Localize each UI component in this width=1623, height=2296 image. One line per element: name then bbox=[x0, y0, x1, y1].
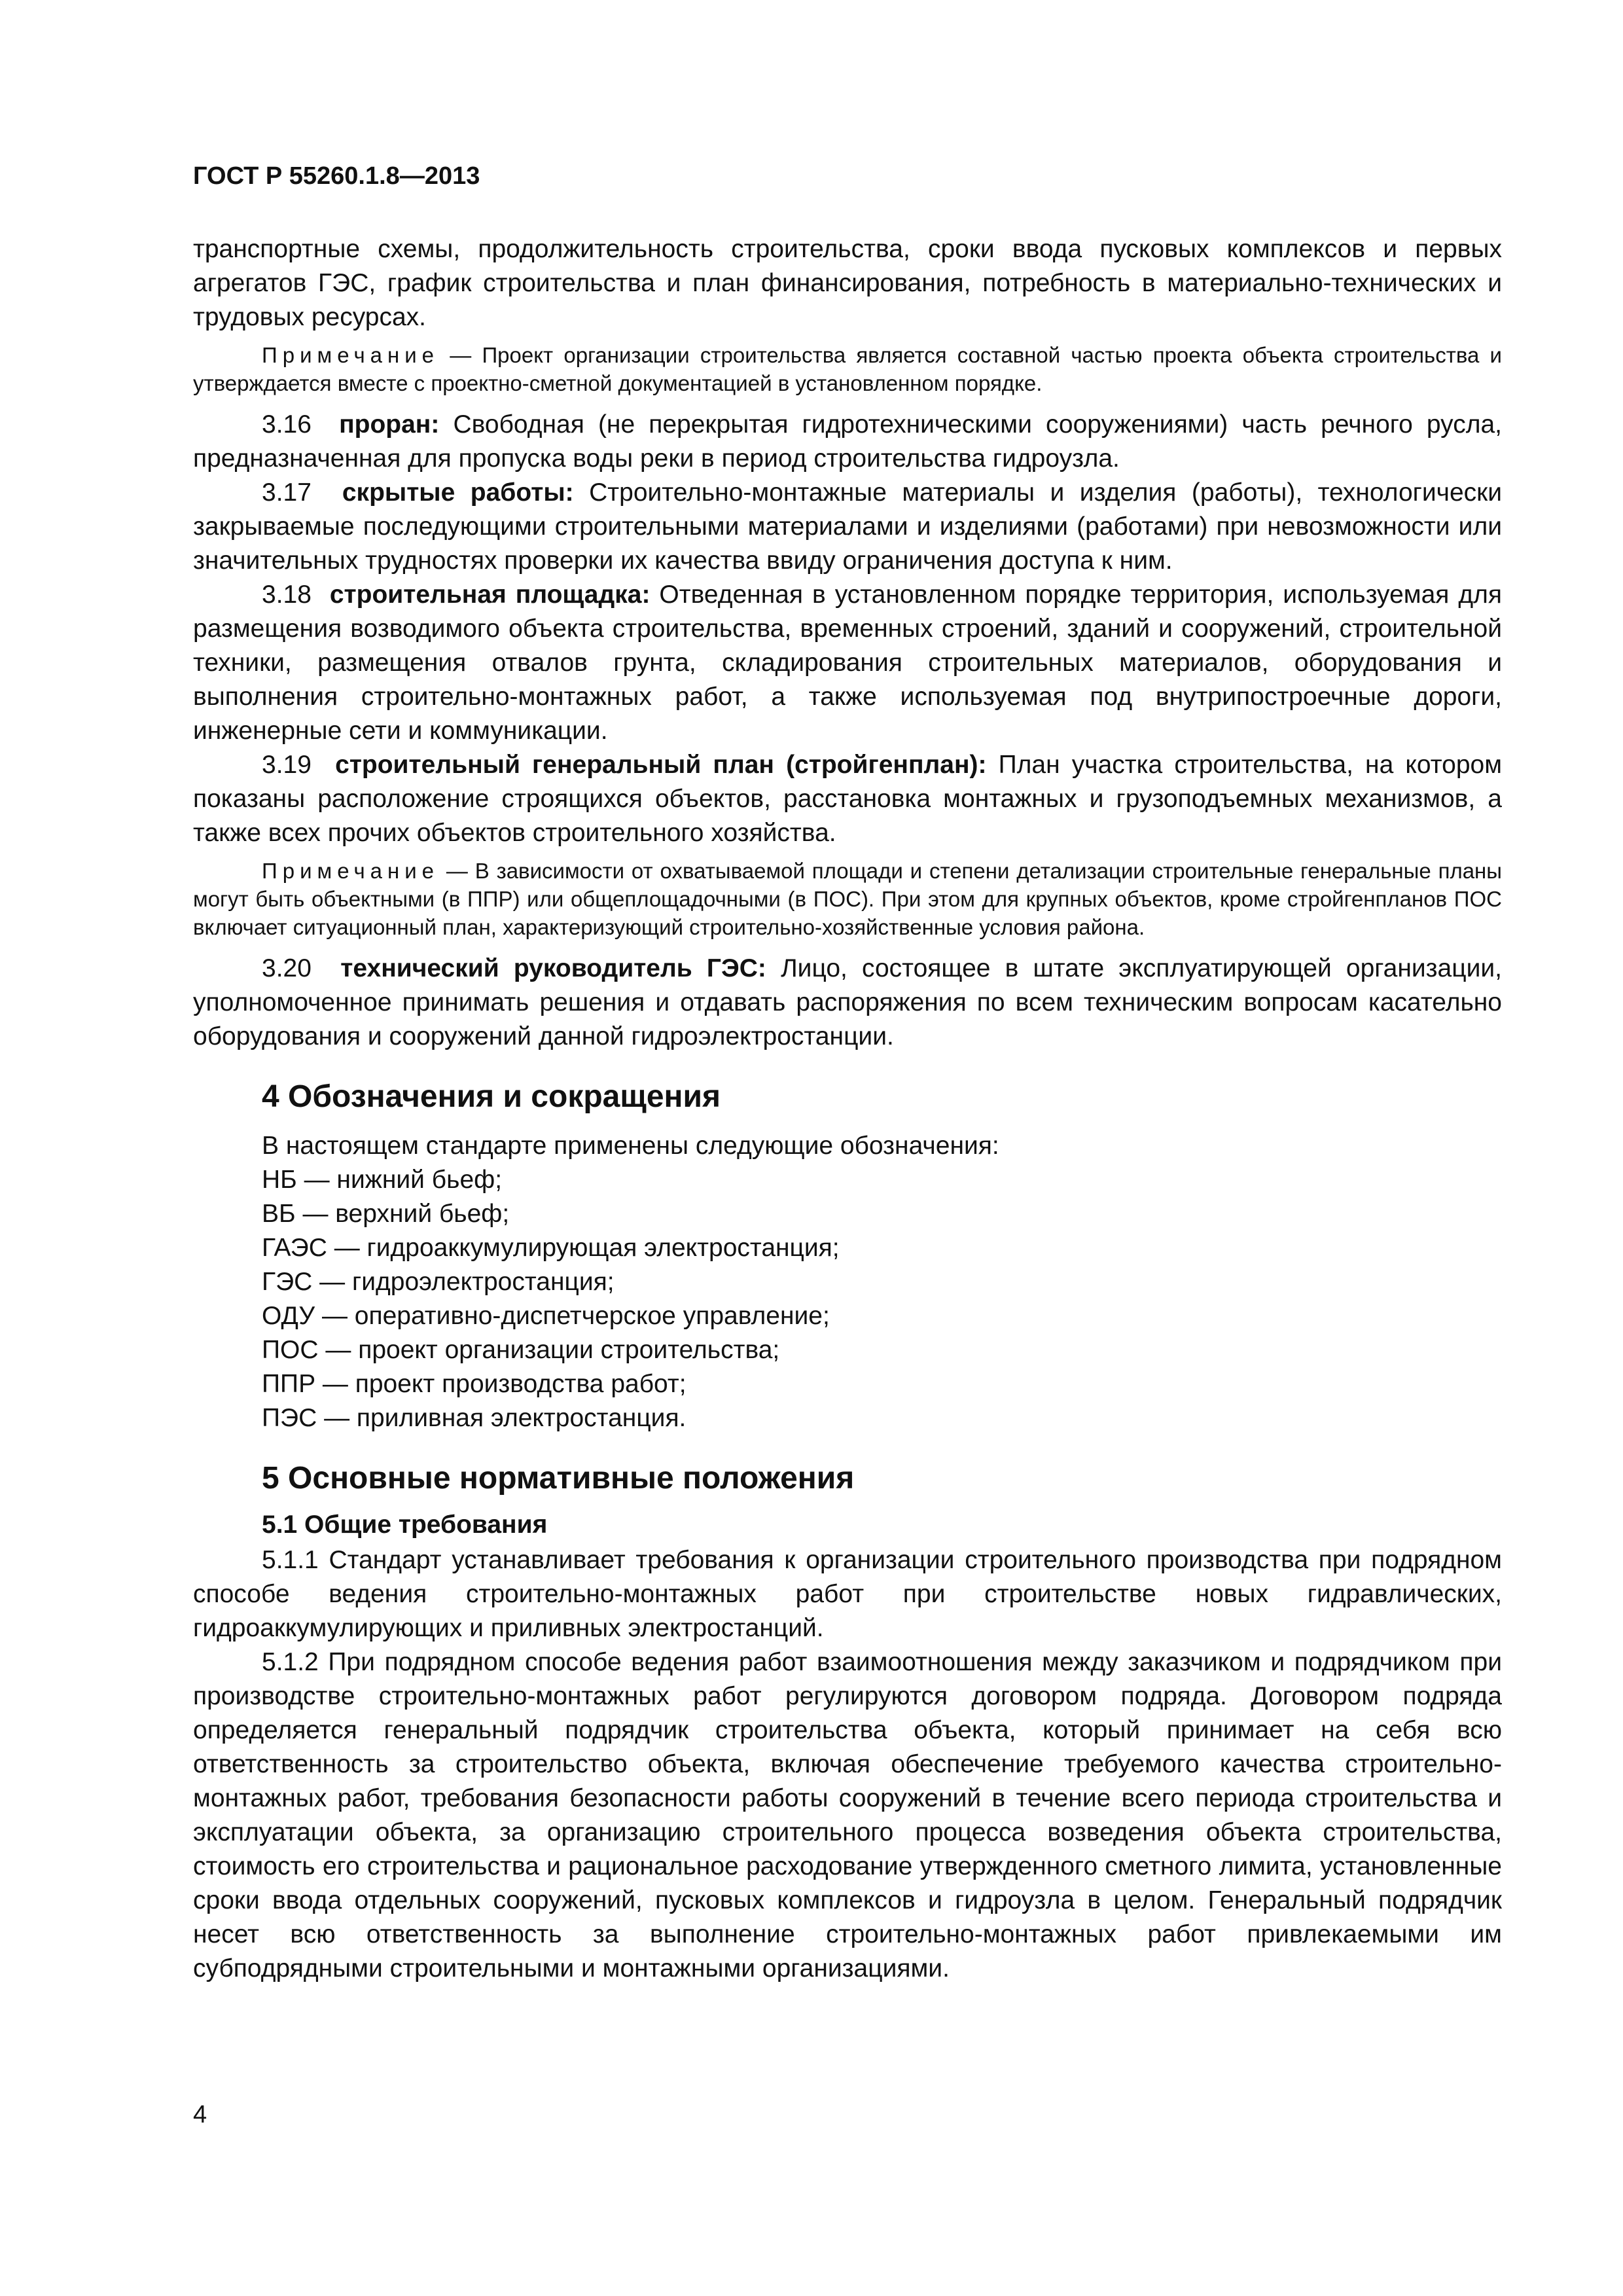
note-1 bbox=[193, 341, 1502, 397]
definition-term: строительный генеральный план (стройгенплан): bbox=[335, 751, 987, 779]
list-item: ПЭС — приливная электростанция. bbox=[262, 1404, 687, 1432]
section-4-title: 4 Обозначения и сокращения bbox=[262, 1079, 721, 1114]
definition-3-17 bbox=[193, 476, 1502, 578]
definition-term: технический руководитель ГЭС: bbox=[340, 954, 766, 982]
definition-term: строительная площадка: bbox=[329, 581, 651, 609]
definition-text: План участка строительства, на котором показаны расположение строящихся объектов, расстановка монтажных и грузоподъемных механизмов, а также всех прочих объектов строительного хозяйства. bbox=[193, 751, 1503, 847]
definition-term: проран: bbox=[339, 410, 440, 439]
list-item: ГАЭС — гидроаккумулирующая электростанция; bbox=[262, 1234, 840, 1262]
document-header: ГОСТ Р 55260.1.8—2013 bbox=[193, 162, 480, 190]
list-item: ОДУ — оперативно-диспетчерское управление; bbox=[262, 1302, 830, 1330]
definition-text: Отведенная в установленном порядке территория, используемая для размещения возводимого объекта строительства, временных строений, зданий и сооружений, строительной техники, размещения отвалов грунта, складирования строительных материалов, оборудования и выполнения строительно-монтажных работ, а также используемая под внутрипостроечные дороги, инженерные сети и коммуникации. bbox=[193, 581, 1503, 745]
abbreviation-list bbox=[262, 1129, 1502, 1435]
note-2-label: Примечание bbox=[262, 859, 440, 883]
list-item: ВБ — верхний бьеф; bbox=[262, 1200, 510, 1228]
note-2 bbox=[193, 857, 1502, 941]
definition-3-20 bbox=[193, 952, 1502, 1054]
definition-text: Лицо, состоящее в штате эксплуатирующей организации, уполномоченное принимать решения и отдавать распоряжения по всем техническим вопросам касательно оборудования и сооружений данной гидроэлектростанции. bbox=[193, 954, 1502, 1050]
definition-3-18 bbox=[193, 578, 1502, 748]
definition-number: 3.20 bbox=[262, 954, 312, 982]
section-5-title: 5 Основные нормативные положения bbox=[262, 1461, 855, 1496]
definition-number: 3.16 bbox=[262, 410, 312, 439]
list-item: НБ — нижний бьеф; bbox=[262, 1166, 503, 1194]
definition-number: 3.17 bbox=[262, 478, 312, 507]
list-item: ПОС — проект организации строительства; bbox=[262, 1336, 780, 1364]
definition-3-16 bbox=[193, 408, 1502, 476]
definition-term: скрытые работы: bbox=[342, 478, 574, 507]
list-item: ППР — проект производства работ; bbox=[262, 1370, 687, 1398]
paragraph-5-1-1: 5.1.1 Стандарт устанавливает требования к организации строительного производства при подрядном способе ведения строительно-монтажных работ при строительстве новых гидравлических, гидроаккумулирующих и приливных электростанций. bbox=[193, 1546, 1502, 1642]
definition-3-19 bbox=[193, 748, 1502, 850]
definition-number: 3.18 bbox=[262, 581, 312, 609]
definition-text: Строительно-монтажные материалы и изделия (работы), технологически закрываемые последующими строительными материалами и изделиями (работами) при невозможности или значительных трудностях проверки их качества ввиду ограничения доступа к ним. bbox=[193, 478, 1503, 575]
definition-number: 3.19 bbox=[262, 751, 312, 779]
paragraph-5-1-2: 5.1.2 При подрядном способе ведения работ взаимоотношения между заказчиком и подрядчиком при производстве строительно-монтажных работ регулируются договором подряда. Договором подряда определяется генеральный подрядчик строительства объекта, который принимает на себя всю ответственность за строительство объекта, включая обеспечение требуемого качества строительно-монтажных работ, требования безопасности работы сооружений в течение всего периода строительства и эксплуатации объекта, за организацию строительного процесса возведения объекта строительства, стоимость его строительства и рациональное расходование утвержденного сметного лимита, установленные сроки ввода отдельных сооружений, пусковых комплексов и гидроузла в целом. Генеральный подрядчик несет всю ответственность за выполнение строительно-монтажных работ привлекаемыми им субподрядными строительными и монтажными организациями. bbox=[193, 1648, 1502, 1982]
page-number: 4 bbox=[193, 2101, 207, 2128]
note-2-text: — В зависимости от охватываемой площади и степени детализации строительные генеральные планы могут быть объектными (в ППР) или общеплощадочными (в ПОС). При этом для крупных объектов, кроме стройгенпланов ПОС включает ситуационный план, характеризующий строительно-хозяйственные условия района. bbox=[193, 859, 1502, 939]
subsection-5-1-title: 5.1 Общие требования bbox=[262, 1511, 548, 1539]
list-lead: В настоящем стандарте применены следующие обозначения: bbox=[262, 1132, 999, 1160]
intro-paragraph: транспортные схемы, продолжительность строительства, сроки ввода пусковых комплексов и первых агрегатов ГЭС, график строительства и план финансирования, потребность в материально-технических и трудовых ресурсах. bbox=[193, 235, 1502, 331]
note-1-label: Примечание bbox=[262, 343, 440, 367]
list-item: ГЭС — гидроэлектростанция; bbox=[262, 1268, 615, 1296]
definition-text: Свободная (не перекрытая гидротехническими сооружениями) часть речного русла, предназначенная для пропуска воды реки в период строительства гидроузла. bbox=[193, 410, 1503, 473]
note-1-text: — Проект организации строительства является составной частью проекта объекта строительства и утверждается вместе с проектно-сметной документацией в установленном порядке. bbox=[193, 343, 1502, 395]
